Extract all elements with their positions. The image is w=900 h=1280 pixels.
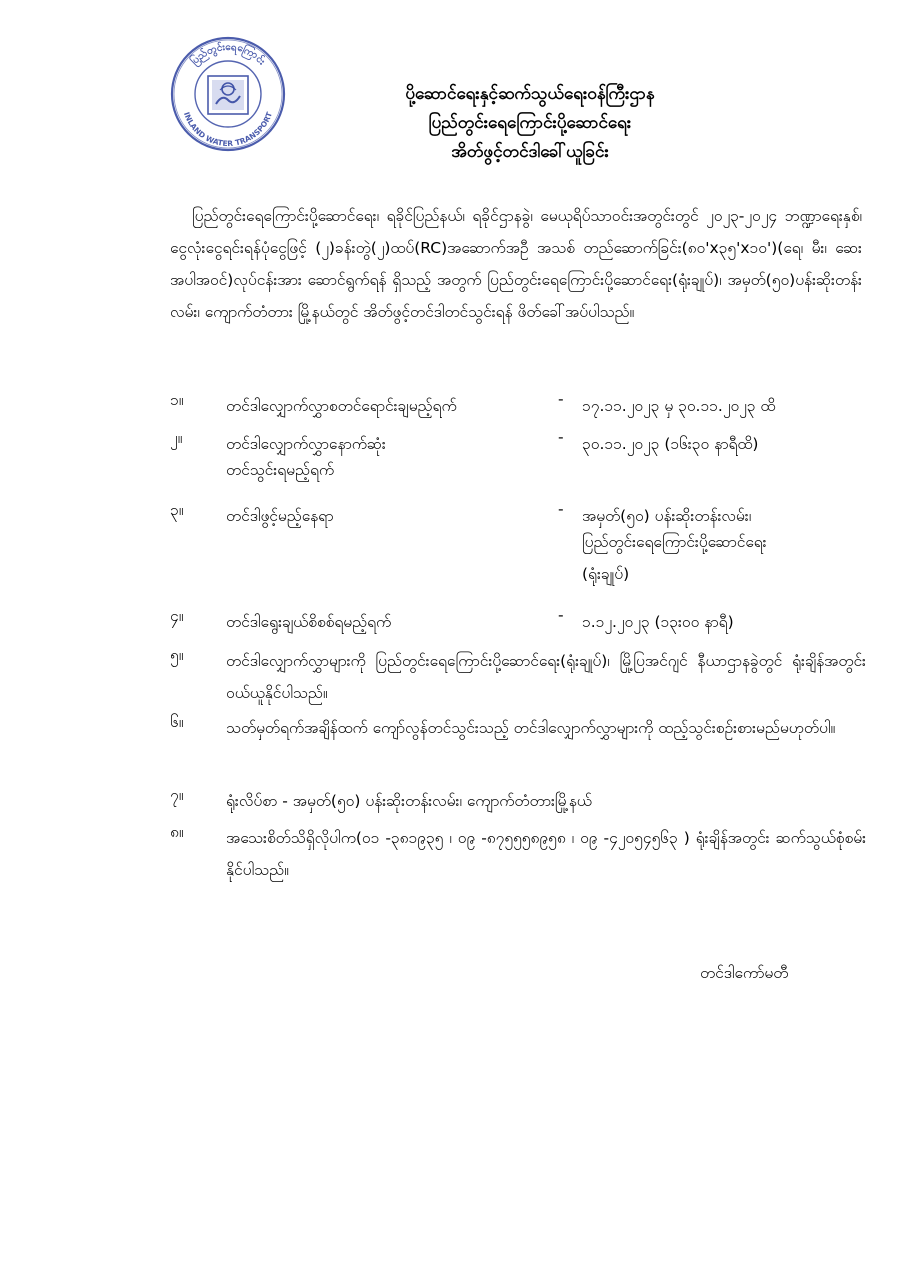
item-label: တင်ဒါဖွင့်မည့်နေရာ [226,507,334,525]
item-text: အသေးစိတ်သိရှိလိုပါက(၀၁ -၃၈၁၉၃၅ ၊ ၀၉ -၈၇၅၅၅၈၉၅၈ ၊ ၀၉ -၄၂၀၅၄၅၆၃ ) ရုံးချိန်အတွင်း ဆက်သွယ်စုံစမ်းနိုင်ပါသည်။ [226,829,866,879]
item-label: တင်ဒါလျှောက်လွှာနောက်ဆုံး [226,435,386,453]
item-number: ၈။ [170,823,184,841]
item-label-line2: တင်သွင်းရမည့်ရက် [226,461,335,479]
item-label: တင်ဒါရွေးချယ်စိစစ်ရမည့်ရက် [226,613,392,631]
item-value: အမှတ်(၅၀) ပန်းဆိုးတန်းလမ်း၊ [582,507,752,525]
item-text: သတ်မှတ်ရက်အချိန်ထက် ကျော်လွန်တင်သွင်းသည့် တင်ဒါလျှောက်လွှာများကို ထည့်သွင်းစဉ်းစားမည်မဟုတ်ပါ။ [226,719,836,737]
notice-title: အိတ်ဖွင့်တင်ဒါခေါ်ယူခြင်း [451,142,609,162]
item-dash: - [558,606,564,624]
item-number: ၅။ [170,646,184,664]
svg-text:INLAND WATER TRANSPORT [182,110,274,148]
department-title: ပြည်တွင်းရေကြောင်းပို့ဆောင်ရေး [428,113,632,133]
item-value: ၁.၁၂.၂၀၂၃ (၁၃း၀၀ နာရီ) [582,613,734,631]
item-text: ရုံးလိပ်စာ - အမှတ်(၅၀) ပန်းဆိုးတန်းလမ်း၊ ကျောက်တံတားမြို့နယ် [226,792,592,810]
item-dash: - [558,390,564,408]
item-value: ၃၀.၁၁.၂၀၂၃ (၁၆း၃၀ နာရီထိ) [582,435,759,453]
department-seal-logo [168,34,288,154]
item-value: ၁၇.၁၁.၂၀၂၃ မှ ၃၀.၁၁.၂၀၂၃ ထိ [582,397,776,415]
item-label: တင်ဒါလျှောက်လွှာစတင်ရောင်းချမည့်ရက် [226,397,457,415]
item-number: ၆။ [170,713,184,731]
tender-committee-signature: တင်ဒါကော်မတီ [700,964,789,982]
svg-text:ပြည်တွင်းရေကြောင်း [187,40,269,70]
ministry-title: ပို့ဆောင်ရေးနှင့်ဆက်သွယ်ရေးဝန်ကြီးဌာန [405,84,655,104]
item-number: ၂။ [170,429,183,447]
notice-header [300,80,760,167]
seal-ring-text-top: ပြည်တွင်းရေကြောင်း [189,41,267,68]
item-number: ၁။ [170,391,184,409]
item-number: ၃။ [170,501,184,519]
item-number: ၇။ [170,786,184,804]
item-text: တင်ဒါလျှောက်လွှာများကို ပြည်တွင်းရေကြောင်းပို့ဆောင်ရေး(ရုံးချုပ်)၊ မြို့ပြအင်ဂျင် နီယာဌာနခွဲတွင် ရုံးချိန်အတွင်း ဝယ်ယူနိုင်ပါသည်။ [226,652,866,702]
intro-paragraph: ပြည်တွင်းရေကြောင်းပို့ဆောင်ရေး၊ ရခိုင်ပြည်နယ်၊ ရခိုင်ဌာနခွဲ၊ မေယုရိပ်သာဝင်းအတွင်းတွင် ၂၀၂၃-၂၀၂၄ ဘဏ္ဍာရေးနှစ်၊ ငွေလုံးငွေရင်းရန်ပုံငွေဖြင့် (၂)ခန်းတွဲ(၂)ထပ်(RC)အဆောက်အဦ အသစ် တည်ဆောက်ခြင်း(၈၀'x၃၅'x၁၀')(ရေ၊ မီး၊ ဆေး အပါအဝင်)လုပ်ငန်းအား ဆောင်ရွက်ရန် ရှိသည့် အတွက် ပြည်တွင်းရေကြောင်းပို့ဆောင်ရေး(ရုံးချုပ်)၊ အမှတ်(၅၀)ပန်းဆိုးတန်းလမ်း၊ ကျောက်တံတား မြို့နယ်တွင် အိတ်ဖွင့်တင်ဒါတင်သွင်းရန် ဖိတ်ခေါ်အပ်ပါသည်။ [170,207,862,321]
item-value-line2: ပြည်တွင်းရေကြောင်းပို့ဆောင်ရေး [582,533,767,551]
item-value-line3: (ရုံးချုပ်) [582,565,630,583]
seal-ring-text-bottom: INLAND WATER TRANSPORT [182,110,275,149]
item-dash: - [558,500,564,518]
item-dash: - [558,428,564,446]
item-number: ၄။ [170,607,184,625]
